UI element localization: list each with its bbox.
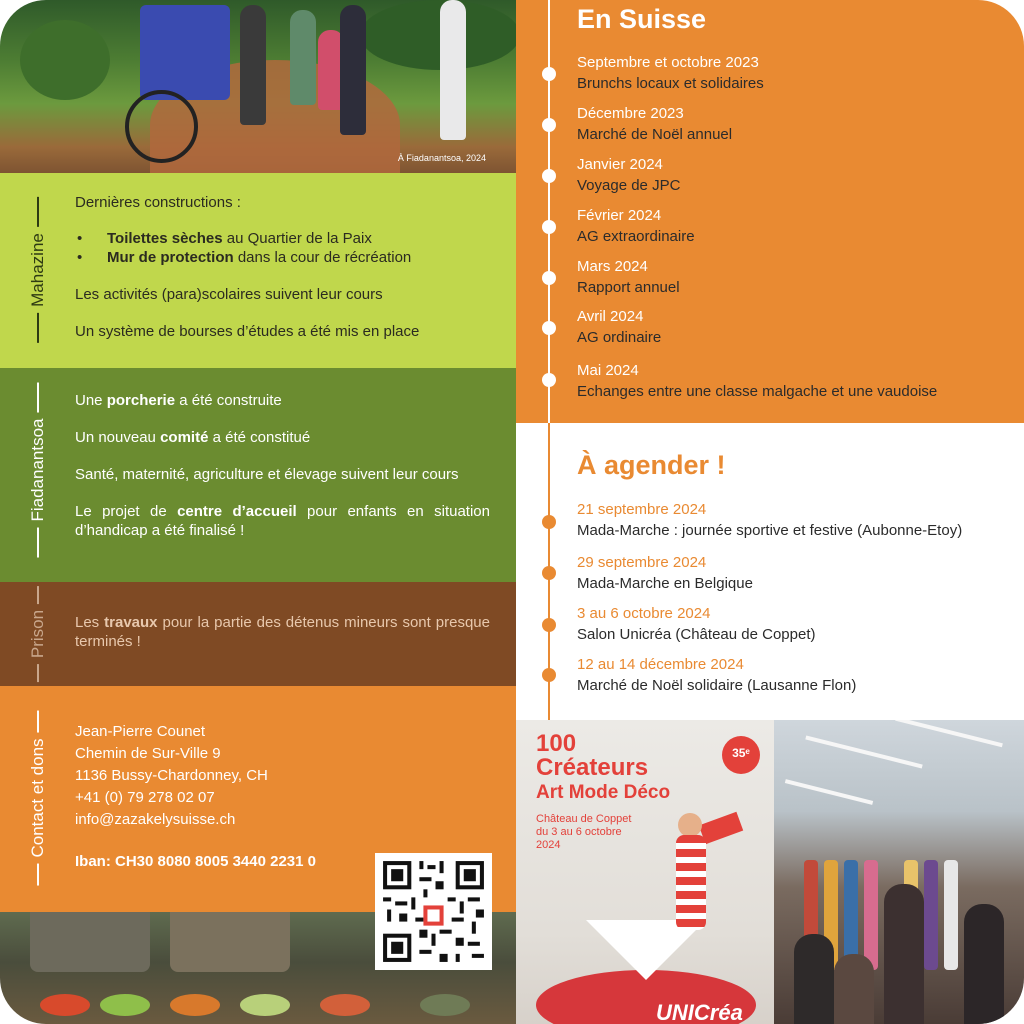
poster-line2: Créateurs xyxy=(536,754,649,781)
heading-a-agender: À agender ! xyxy=(577,450,726,480)
qr-code-icon xyxy=(375,853,492,970)
event-item: Mai 2024 Echanges entre une classe malgache et une vaudoise xyxy=(577,362,938,400)
contact-email[interactable]: info@zazakelysuisse.ch xyxy=(75,811,236,828)
event-item: Mars 2024 Rapport annuel xyxy=(577,258,680,296)
label-fiadanantsoa: Fiadanantsoa xyxy=(28,376,48,563)
qr-code[interactable] xyxy=(375,853,492,970)
timeline-dot xyxy=(542,220,556,234)
timeline-dot xyxy=(542,67,556,81)
mahazine-intro: Dernières constructions : xyxy=(75,194,241,211)
edition-badge: 35ᵉ xyxy=(722,736,760,774)
mahazine-p2: Les activités (para)scolaires suivent leur cours xyxy=(75,286,383,303)
fiadanantsoa-text xyxy=(75,391,490,540)
event-item: Avril 2024 AG ordinaire xyxy=(577,308,662,346)
timeline-line-top xyxy=(548,0,550,423)
timeline-dot xyxy=(542,271,556,285)
poster-sub3: 2024 xyxy=(536,839,561,851)
poster-sub1: Château de Coppet xyxy=(536,813,632,825)
poster-brand: UNICréa xyxy=(656,1000,743,1024)
contact-text xyxy=(75,721,490,873)
prison-p1: Les travaux pour la partie des détenus mineurs sont presque terminés ! xyxy=(75,614,490,650)
timeline-dot xyxy=(542,618,556,632)
poster-sub2: du 3 au 6 octobre xyxy=(536,826,622,838)
poster-line3: Art Mode Déco xyxy=(536,782,671,803)
fiad-p4: Le projet de centre d’accueil pour enfants en situation d’handicap a été finalisé ! xyxy=(75,503,490,539)
salon-photo xyxy=(774,720,1024,1024)
timeline-dot xyxy=(542,169,556,183)
event-item: Septembre et octobre 2023 Brunchs locaux et solidaires xyxy=(577,54,764,92)
timeline-dot xyxy=(542,515,556,529)
event-item: 21 septembre 2024 Mada-Marche : journée sportive et festive (Aubonne-Etoy) xyxy=(577,501,963,539)
bullet-item: • Mur de protection dans la cour de récréation xyxy=(75,248,490,267)
timeline-dot xyxy=(542,118,556,132)
fiad-p2: Un nouveau comité a été constitué xyxy=(75,429,311,446)
event-item: Janvier 2024 Voyage de JPC xyxy=(577,156,681,194)
unicrea-poster xyxy=(516,720,774,1024)
label-mahazine: Mahazine xyxy=(28,191,48,349)
heading-en-suisse: En Suisse xyxy=(577,4,707,34)
poster-line1: 100 xyxy=(536,730,577,757)
event-item: Décembre 2023 Marché de Noël annuel xyxy=(577,105,733,143)
mahazine-p3: Un système de bourses d’études a été mis en place xyxy=(75,323,420,340)
contact-name: Jean-Pierre Counet xyxy=(75,723,206,740)
bullet-item: • Toilettes sèches au Quartier de la Paix xyxy=(75,229,490,248)
label-contact: Contact et dons xyxy=(28,704,48,891)
contact-phone[interactable]: +41 (0) 79 278 02 07 xyxy=(75,789,215,806)
contact-street: Chemin de Sur-Ville 9 xyxy=(75,745,221,762)
fiad-p1: Une porcherie a été construite xyxy=(75,392,282,409)
timeline-dot xyxy=(542,373,556,387)
fiad-p3: Santé, maternité, agriculture et élevage suivent leur cours xyxy=(75,466,459,483)
event-item: 3 au 6 octobre 2024 Salon Unicréa (Château de Coppet) xyxy=(577,605,816,643)
event-item: Février 2024 AG extraordinaire xyxy=(577,207,695,245)
event-item: 12 au 14 décembre 2024 Marché de Noël solidaire (Lausanne Flon) xyxy=(577,656,857,694)
timeline-dot xyxy=(542,668,556,682)
label-prison: Prison xyxy=(28,580,48,688)
prison-text xyxy=(75,613,490,651)
top-photo-school-garden xyxy=(0,0,516,173)
contact-iban: Iban: CH30 8080 8005 3440 2231 0 xyxy=(75,853,317,870)
timeline-dot xyxy=(542,566,556,580)
timeline-dot xyxy=(542,321,556,335)
mahazine-text xyxy=(75,193,490,341)
photo-caption: À Fiadanantsoa, 2024 xyxy=(397,153,486,163)
event-item: 29 septembre 2024 Mada-Marche en Belgique xyxy=(577,554,753,592)
mahazine-bullets xyxy=(75,229,490,267)
contact-city: 1136 Bussy-Chardonney, CH xyxy=(75,767,268,784)
